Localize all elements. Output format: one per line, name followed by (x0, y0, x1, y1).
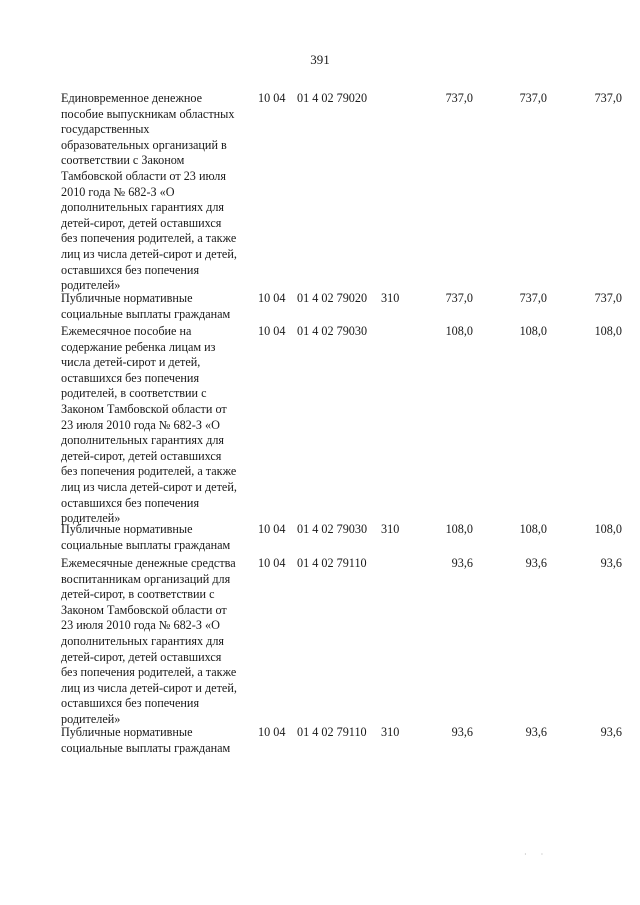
expense-kind-code: 310 (381, 291, 400, 305)
section-code: 10 04 (258, 556, 286, 570)
target-article-code: 01 4 02 79110 (297, 556, 367, 570)
amount-year-3: 93,6 (600, 556, 622, 570)
description-line: дополнительных гарантиях для (61, 633, 225, 648)
description-line: лиц из числа детей-сирот и детей, (61, 479, 237, 494)
amount-year-1: 737,0 (445, 291, 473, 305)
row-description (61, 725, 256, 756)
description-line: оставшихся без попечения (61, 696, 200, 711)
description-line: пособие выпускникам областных (61, 106, 235, 121)
description-line: 23 июля 2010 года № 682-З «О (61, 417, 220, 432)
amount-year-1: 93,6 (451, 556, 473, 570)
amount-year-3: 737,0 (594, 91, 622, 105)
description-line: без попечения родителей, а также (61, 231, 237, 246)
description-line: Публичные нормативные (61, 725, 193, 739)
amount-year-2: 93,6 (525, 725, 547, 739)
section-code: 10 04 (258, 522, 286, 536)
description-line: социальные выплаты гражданам (61, 740, 231, 755)
description-line: дополнительных гарантиях для (61, 433, 225, 448)
row-description (61, 522, 256, 553)
description-line: Тамбовской области от 23 июля (61, 168, 226, 183)
description-line: Публичные нормативные (61, 291, 193, 305)
description-line: соответствии с Законом (61, 153, 185, 168)
row-description (61, 556, 256, 728)
amount-year-2: 737,0 (519, 291, 547, 305)
description-line: Ежемесячное пособие на (61, 324, 192, 338)
amount-year-2: 93,6 (525, 556, 547, 570)
amount-year-2: 108,0 (519, 324, 547, 338)
description-line: Законом Тамбовской области от (61, 401, 227, 416)
page-number: 391 (310, 52, 330, 67)
section-code: 10 04 (258, 725, 286, 739)
description-line: детей-сирот, детей оставшихся (61, 448, 222, 463)
description-line: Законом Тамбовской области от (61, 602, 227, 617)
description-line: родителей, в соответствии с (61, 386, 207, 401)
amount-year-3: 93,6 (600, 725, 622, 739)
description-line: детей-сирот, детей оставшихся (61, 215, 222, 230)
description-line: содержание ребенка лицам из (61, 339, 216, 354)
description-line: числа детей-сирот и детей, (61, 355, 201, 370)
description-line: родителей» (61, 511, 121, 526)
description-line: 23 июля 2010 года № 682-З «О (61, 618, 220, 633)
description-line: лиц из числа детей-сирот и детей, (61, 680, 237, 695)
amount-year-2: 108,0 (519, 522, 547, 536)
expense-kind-code: 310 (381, 725, 400, 739)
description-line: детей-сирот, в соответствии с (61, 587, 215, 602)
section-code: 10 04 (258, 91, 286, 105)
description-line: без попечения родителей, а также (61, 464, 237, 479)
row-description (61, 324, 256, 527)
target-article-code: 01 4 02 79020 (297, 91, 368, 105)
description-line: государственных (61, 122, 150, 137)
amount-year-3: 108,0 (594, 324, 622, 338)
row-description (61, 291, 256, 322)
description-line: без попечения родителей, а также (61, 665, 237, 680)
amount-year-2: 737,0 (519, 91, 547, 105)
description-line: родителей» (61, 278, 121, 293)
amount-year-1: 737,0 (445, 91, 473, 105)
description-line: социальные выплаты гражданам (61, 306, 231, 321)
description-line: оставшихся без попечения (61, 370, 200, 385)
target-article-code: 01 4 02 79030 (297, 324, 368, 338)
target-article-code: 01 4 02 79030 (297, 522, 368, 536)
target-article-code: 01 4 02 79020 (297, 291, 368, 305)
description-line: социальные выплаты гражданам (61, 537, 231, 552)
amount-year-1: 108,0 (445, 522, 473, 536)
amount-year-1: 93,6 (451, 725, 473, 739)
description-line: воспитанникам организаций для (61, 571, 231, 586)
amount-year-3: 108,0 (594, 522, 622, 536)
expense-kind-code: 310 (381, 522, 400, 536)
description-line: 2010 года № 682-З «О (61, 184, 175, 199)
description-line: Публичные нормативные (61, 522, 193, 536)
section-code: 10 04 (258, 324, 286, 338)
description-line: образовательных организаций в (61, 137, 227, 152)
amount-year-1: 108,0 (445, 324, 473, 338)
description-line: лиц из числа детей-сирот и детей, (61, 246, 237, 261)
amount-year-3: 737,0 (594, 291, 622, 305)
description-line: дополнительных гарантиях для (61, 200, 225, 215)
target-article-code: 01 4 02 79110 (297, 725, 367, 739)
description-line: оставшихся без попечения (61, 262, 200, 277)
description-line: оставшихся без попечения (61, 495, 200, 510)
section-code: 10 04 (258, 291, 286, 305)
scan-specks: · · (524, 850, 550, 859)
description-line: Ежемесячные денежные средства (61, 556, 236, 570)
row-description (61, 91, 256, 294)
description-line: Единовременное денежное (61, 91, 203, 105)
description-line: родителей» (61, 711, 121, 726)
description-line: детей-сирот, детей оставшихся (61, 649, 222, 664)
